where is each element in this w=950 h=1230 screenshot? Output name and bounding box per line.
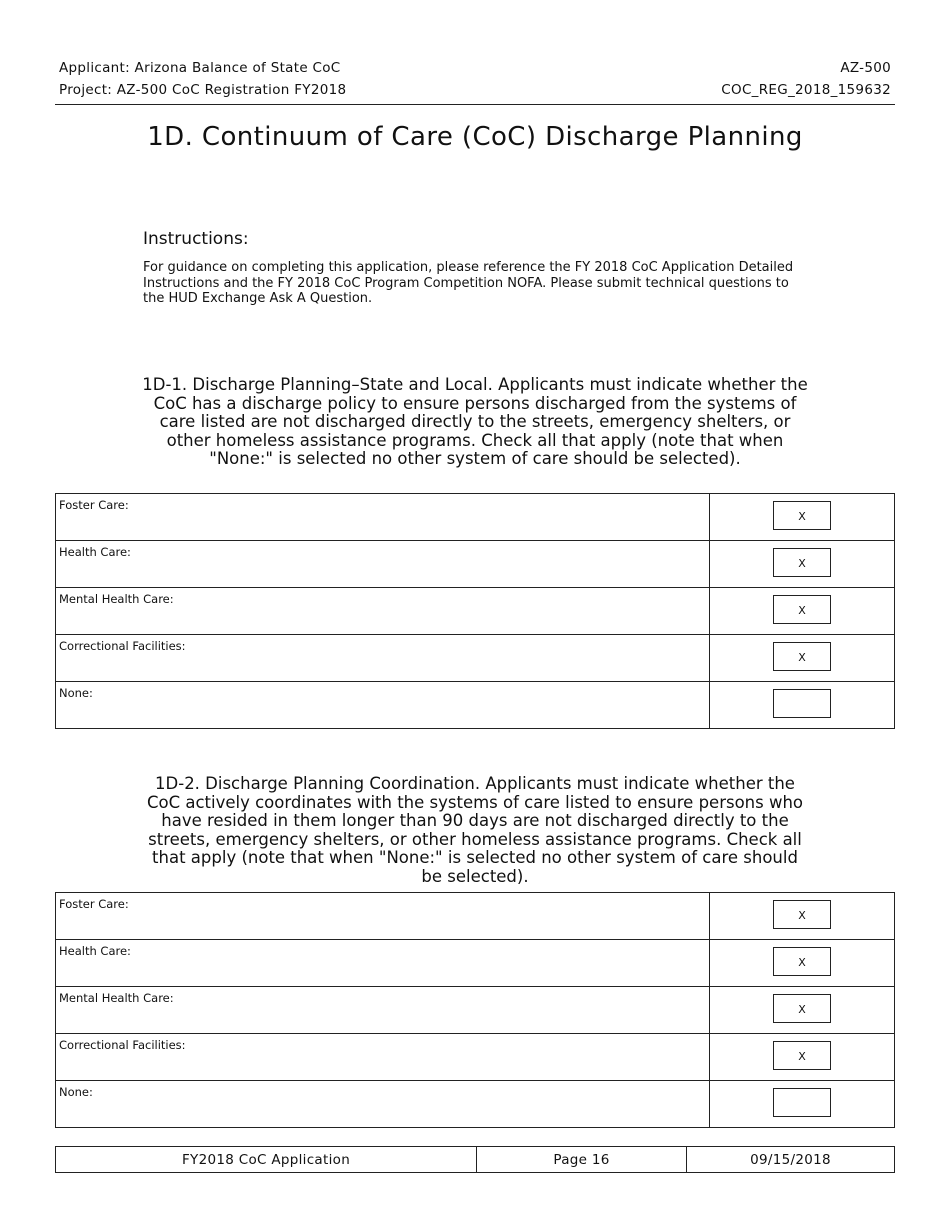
table-row [56,987,895,1034]
checkbox-correctional-facilities[interactable]: X [773,1041,831,1070]
checkbox-correctional-facilities[interactable]: X [773,642,831,671]
checkbox-none[interactable] [773,689,831,718]
header-project: Project: AZ-500 CoC Registration FY2018 [59,82,347,98]
instructions-heading: Instructions: [143,229,249,249]
table-row [56,1081,895,1128]
row-label-correctional-facilities: Correctional Facilities: [56,635,710,682]
row-label-correctional-facilities: Correctional Facilities: [56,1034,710,1081]
table-row [56,635,895,682]
table-row [56,588,895,635]
checkbox-cell [710,987,895,1034]
table-row [56,1034,895,1081]
table-row [56,940,895,987]
page-footer [55,1146,895,1173]
checkbox-none[interactable] [773,1088,831,1117]
footer-row [56,1147,895,1173]
row-label-mental-health-care: Mental Health Care: [56,987,710,1034]
checkbox-cell [710,1034,895,1081]
table-row [56,893,895,940]
row-label-mental-health-care: Mental Health Care: [56,588,710,635]
table-row [56,541,895,588]
row-label-none: None: [56,1081,710,1128]
footer-date: 09/15/2018 [687,1147,895,1173]
row-label-health-care: Health Care: [56,541,710,588]
header-divider [55,104,895,105]
checkbox-cell [710,588,895,635]
row-label-health-care: Health Care: [56,940,710,987]
header-applicant: Applicant: Arizona Balance of State CoC [59,60,341,76]
instructions-body: For guidance on completing this application, please reference the FY 2018 CoC Application Detailed Instructions and the FY 2018 CoC Program Competition NOFA. Please submit technical questions to the HUD Exchange Ask A Question. [143,260,794,306]
question-1d-2: 1D-2. Discharge Planning Coordination. Applicants must indicate whether the CoC actively coordinates with the systems of care listed to ensure persons who have resided in them longer than 90 days are not discharged directly to the streets, emergency shelters, or other homeless assistance programs. Check all that apply (note that when "None:" is selected no other system of care should be selected). [146,774,804,886]
checkbox-cell [710,1081,895,1128]
checkbox-mental-health-care[interactable]: X [773,994,831,1023]
checkbox-foster-care[interactable]: X [773,501,831,530]
row-label-none: None: [56,682,710,729]
checkbox-cell [710,494,895,541]
page-title: 1D. Continuum of Care (CoC) Discharge Planning [147,122,803,152]
footer-page-number: Page 16 [477,1147,687,1173]
checkbox-cell [710,541,895,588]
header-registration-id: COC_REG_2018_159632 [721,82,891,98]
table-row [56,494,895,541]
footer-application-name: FY2018 CoC Application [56,1147,477,1173]
table-1d-1 [55,493,895,729]
checkbox-cell [710,893,895,940]
question-1d-1: 1D-1. Discharge Planning–State and Local. Applicants must indicate whether the CoC has a discharge policy to ensure persons discharged from the systems of care listed are not discharged directly to the streets, emergency shelters, or other homeless assistance programs. Check all that apply (note that when "None:" is selected no other system of care should be selected). [142,375,808,469]
checkbox-health-care[interactable]: X [773,548,831,577]
row-label-foster-care: Foster Care: [56,893,710,940]
checkbox-cell [710,682,895,729]
checkbox-foster-care[interactable]: X [773,900,831,929]
checkbox-cell [710,940,895,987]
header-coc-number: AZ-500 [840,60,891,76]
table-row [56,682,895,729]
checkbox-health-care[interactable]: X [773,947,831,976]
row-label-foster-care: Foster Care: [56,494,710,541]
checkbox-mental-health-care[interactable]: X [773,595,831,624]
checkbox-cell [710,635,895,682]
table-1d-2 [55,892,895,1128]
